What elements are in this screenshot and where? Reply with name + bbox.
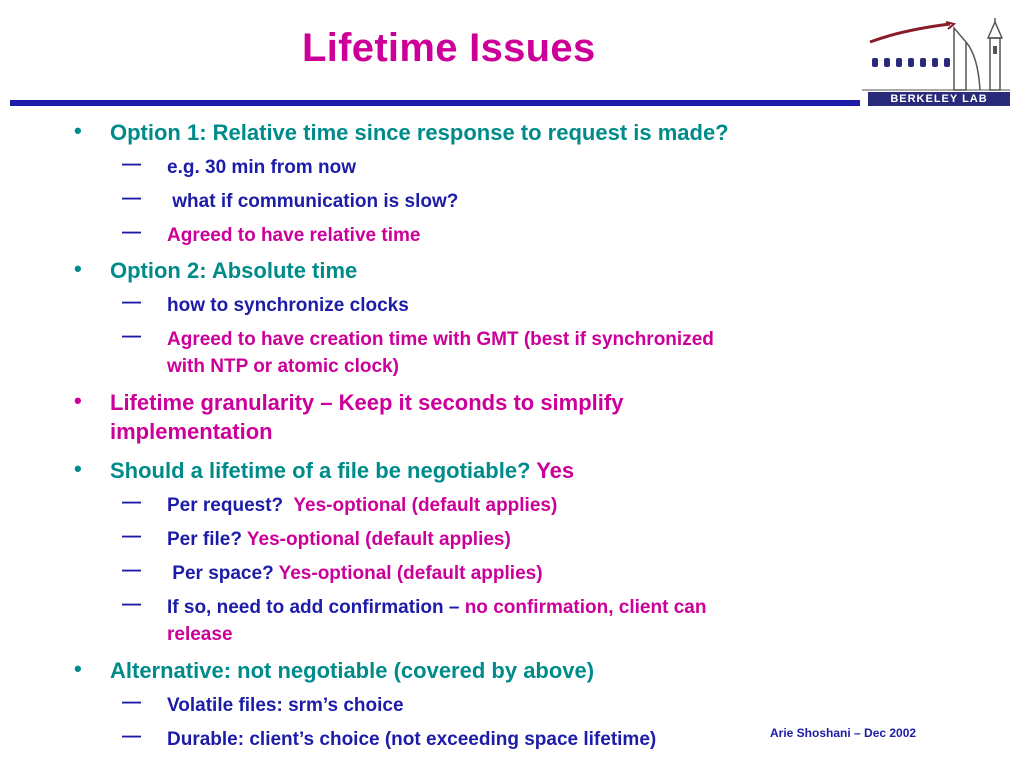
dash-marker: — xyxy=(122,560,141,581)
question: Per request? xyxy=(167,495,294,516)
logo-wordmark: BERKELEY LAB xyxy=(868,92,1010,106)
sub-bullet-text xyxy=(167,594,927,648)
dash-marker: — xyxy=(122,726,141,747)
sub-bullet-text: Durable: client’s choice (not exceeding space lifetime) xyxy=(167,729,657,750)
sub-bullet-text: what if communication is slow? xyxy=(167,191,459,212)
bullet-marker: • xyxy=(74,456,82,481)
bullet-text: Option 2: Absolute time xyxy=(110,258,358,283)
sub-bullet-text: Agreed to have relative time xyxy=(167,225,421,246)
answer: Yes xyxy=(536,458,575,483)
answer: Yes-optional (default applies) xyxy=(278,563,543,584)
bullet-text xyxy=(110,388,850,446)
question: Should a lifetime of a file be negotiable? xyxy=(110,458,537,483)
dash-marker: — xyxy=(122,492,141,513)
dash-marker: — xyxy=(122,154,141,175)
dash-marker: — xyxy=(122,222,141,243)
sub-bullet-text: Volatile files: srm’s choice xyxy=(167,695,404,716)
sub-bullet-text xyxy=(167,560,927,587)
answer-line-2: release xyxy=(167,624,233,645)
question: Per space? xyxy=(167,563,279,584)
bullet-marker: • xyxy=(74,388,82,413)
dash-marker: — xyxy=(122,526,141,547)
lab-building-icon xyxy=(862,16,1012,94)
question: If so, need to add confirmation – xyxy=(167,597,465,618)
line-2: with NTP or atomic clock) xyxy=(167,356,399,377)
line-1: Lifetime granularity – Keep it seconds to simplify xyxy=(110,390,624,415)
answer: no confirmation, client can xyxy=(464,597,707,618)
sub-bullet-text xyxy=(167,326,927,380)
dash-marker: — xyxy=(122,594,141,615)
berkeley-lab-logo xyxy=(862,16,1012,112)
dash-marker: — xyxy=(122,292,141,313)
dash-marker: — xyxy=(122,188,141,209)
bullet-text xyxy=(110,456,850,485)
line-2: implementation xyxy=(110,419,273,444)
slide-title: Lifetime Issues xyxy=(302,26,596,70)
dash-marker: — xyxy=(122,692,141,713)
dash-marker: — xyxy=(122,326,141,347)
line-1: Agreed to have creation time with GMT (best if synchronized xyxy=(167,329,714,350)
bullet-text: Alternative: not negotiable (covered by above) xyxy=(110,658,595,683)
question: Per file? xyxy=(167,529,247,550)
slide-footer: Arie Shoshani – Dec 2002 xyxy=(770,726,917,740)
bullet-text: Option 1: Relative time since response to request is made? xyxy=(110,120,729,145)
answer: Yes-optional (default applies) xyxy=(293,495,558,516)
title-divider xyxy=(10,100,860,106)
bullet-marker: • xyxy=(74,118,82,143)
sub-bullet-text: e.g. 30 min from now xyxy=(167,157,356,178)
bullet-marker: • xyxy=(74,656,82,681)
sub-bullet-text xyxy=(167,526,927,553)
sub-bullet-text: how to synchronize clocks xyxy=(167,295,409,316)
bullet-marker: • xyxy=(74,256,82,281)
sub-bullet-text xyxy=(167,492,927,519)
answer: Yes-optional (default applies) xyxy=(246,529,511,550)
